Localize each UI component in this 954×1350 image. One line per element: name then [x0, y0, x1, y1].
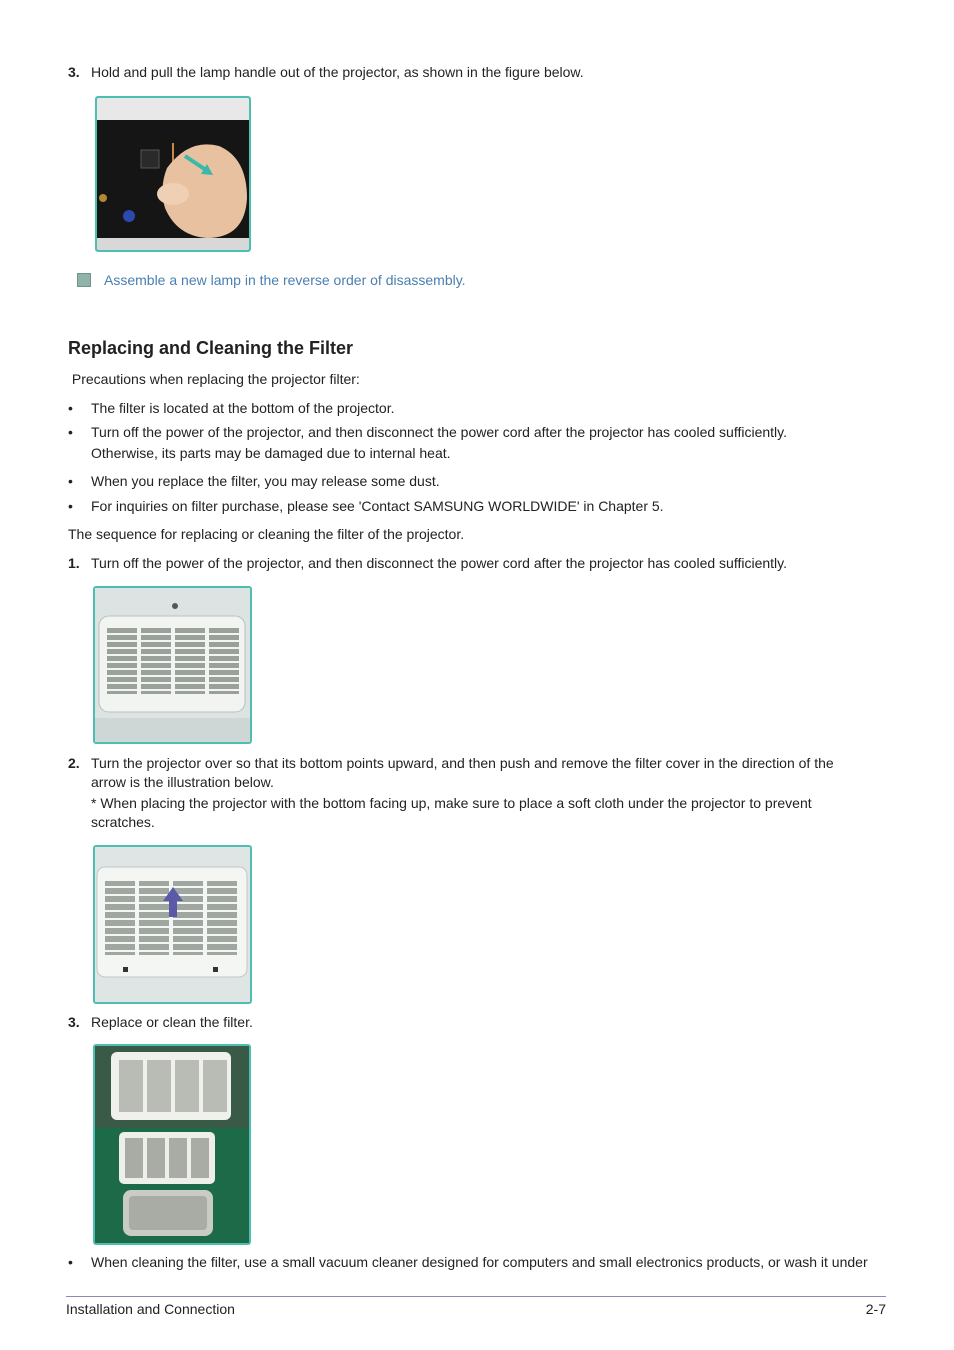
projector-filter-photo — [93, 586, 252, 744]
bullet-text: For inquiries on filter purchase, please see 'Contact SAMSUNG WORLDWIDE' in Chapter 5. — [91, 498, 664, 514]
footer-page-number: 2-7 — [865, 1301, 886, 1317]
step-text: Replace or clean the filter. — [91, 1014, 253, 1030]
step-text: Hold and pull the lamp handle out of the projector, as shown in the figure below. — [91, 64, 584, 80]
step-number: 3. — [68, 64, 80, 80]
bullet-text-continuation: Otherwise, its parts may be damaged due to internal heat. — [91, 445, 451, 461]
sequence-intro: The sequence for replacing or cleaning the filter of the projector. — [68, 526, 465, 542]
bullet-text: When you replace the filter, you may release some dust. — [91, 473, 440, 489]
bullet-marker: • — [68, 473, 73, 489]
step-number: 1. — [68, 555, 80, 571]
bullet-text: Turn off the power of the projector, and then disconnect the power cord after the projector has cooled sufficiently. — [91, 424, 788, 440]
step-number: 3. — [68, 1014, 80, 1030]
note-icon — [77, 273, 91, 287]
note-text: Assemble a new lamp in the reverse order of disassembly. — [104, 272, 466, 288]
bullet-marker: • — [68, 400, 73, 416]
lamp-removal-photo — [95, 96, 251, 252]
section-title: Replacing and Cleaning the Filter — [68, 338, 354, 358]
bullet-marker: • — [68, 498, 73, 514]
step-text: Turn the projector over so that its bottom points upward, and then push and remove the filter cover in the direction of the — [91, 755, 834, 771]
bullet-text: When cleaning the filter, use a small vacuum cleaner designed for computers and small electronics products, or wash it under — [91, 1254, 868, 1270]
section-intro: Precautions when replacing the projector filter: — [68, 371, 360, 387]
footer-chapter: Installation and Connection — [66, 1301, 235, 1317]
step-number: 2. — [68, 755, 80, 771]
step-text-continuation: arrow is the illustration below. — [91, 774, 274, 790]
step-note: * When placing the projector with the bottom facing up, make sure to place a soft cloth under the projector to prevent — [91, 795, 812, 811]
bullet-marker: • — [68, 1254, 73, 1270]
bullet-marker: • — [68, 424, 73, 440]
step-text: Turn off the power of the projector, and then disconnect the power cord after the projector has cooled sufficiently. — [91, 555, 788, 571]
footer-divider — [66, 1296, 886, 1297]
filter-cover-arrow-photo — [93, 845, 252, 1004]
step-note-continuation: scratches. — [91, 814, 155, 830]
bullet-text: The filter is located at the bottom of the projector. — [91, 400, 395, 416]
filter-parts-photo — [93, 1044, 251, 1245]
